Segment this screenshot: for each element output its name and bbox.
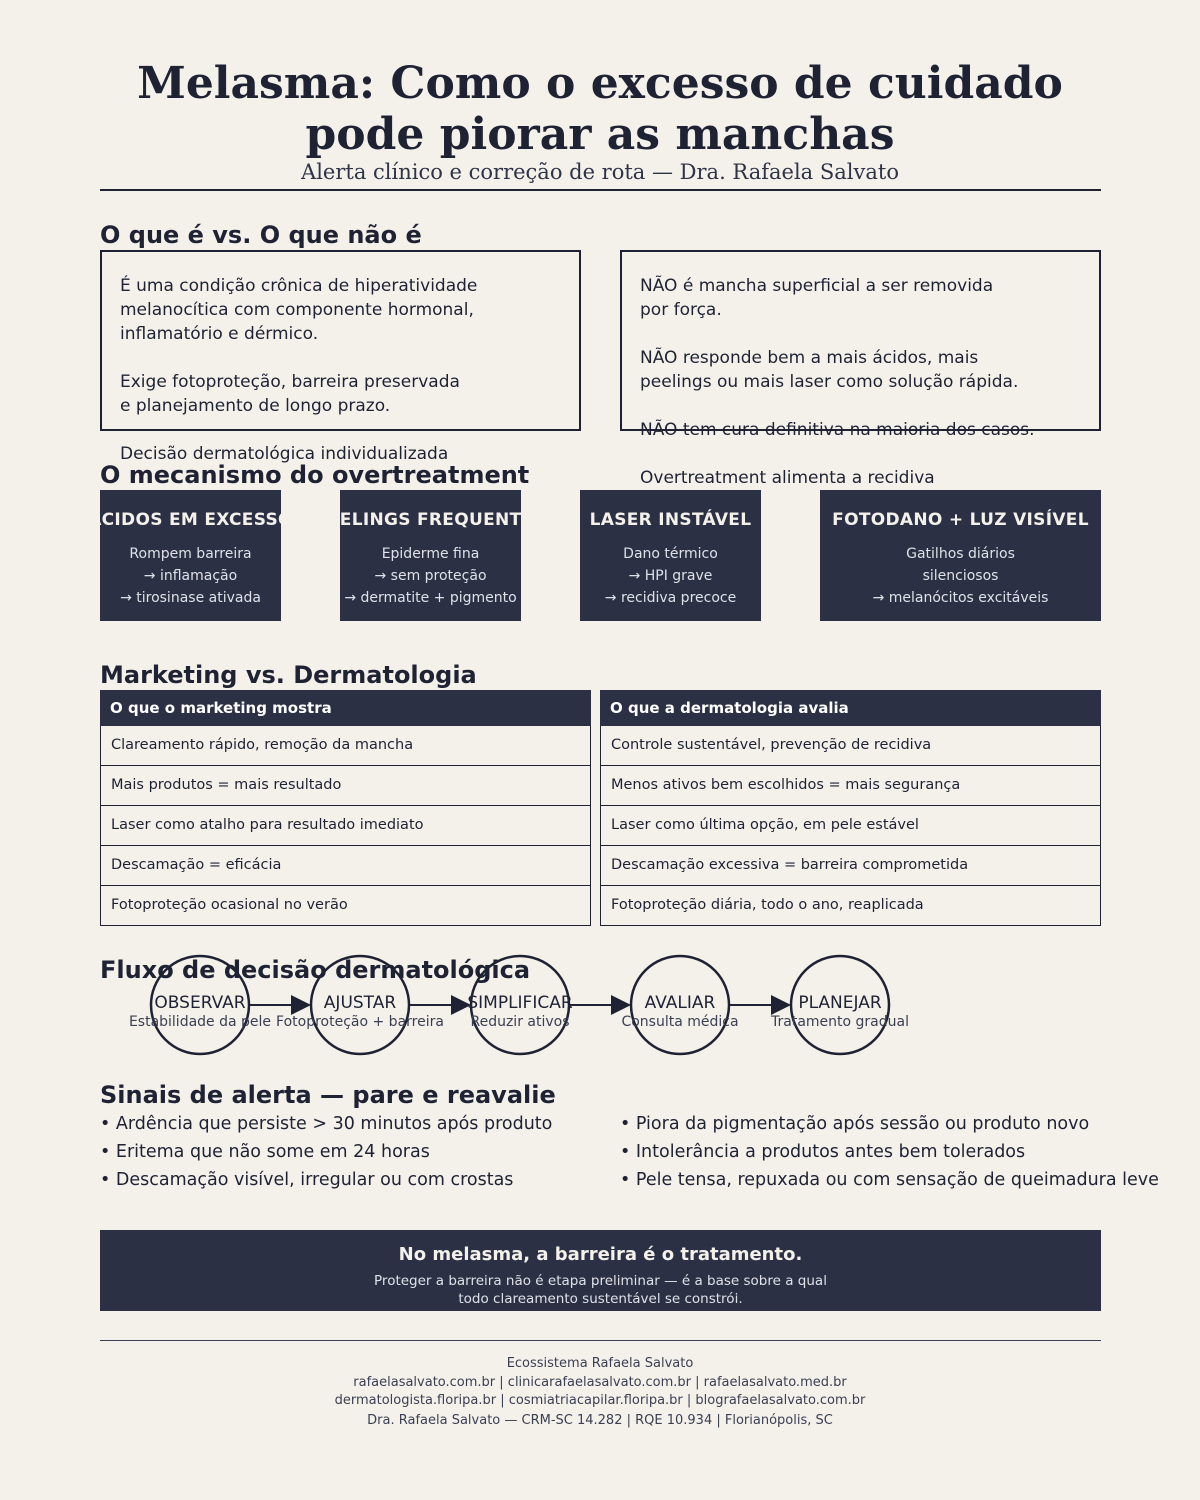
mechanism-card-title: ÁCIDOS EM EXCESSO: [88, 510, 293, 530]
header-divider: [100, 189, 1101, 191]
alert-item: • Pele tensa, repuxada ou com sensação de queimadura leve: [620, 1170, 1159, 1190]
mechanism-card-desc: Dano térmico → HPI grave → recidiva precoce: [604, 546, 737, 606]
mechanism-card-laser: [580, 490, 761, 621]
mechanism-card-desc: Gatilhos diários silenciosos → melanócitos excitáveis: [872, 546, 1049, 606]
what-is-not-text-4: Overtreatment alimenta a recidiva: [640, 468, 935, 488]
mechanism-card-photodamage: [820, 490, 1101, 621]
alert-item: • Eritema que não some em 24 horas: [100, 1142, 430, 1162]
key-message-banner: [100, 1230, 1101, 1311]
dermatology-row: Descamação excessiva = barreira comprometida: [600, 846, 1101, 886]
what-is-text-3: Decisão dermatológica individualizada: [120, 444, 449, 464]
alert-item: • Descamação visível, irregular ou com crostas: [100, 1170, 514, 1190]
flow-step-label: OBSERVAR: [154, 993, 246, 1013]
flow-step-label: AVALIAR: [644, 993, 716, 1013]
marketing-column-header: O que o marketing mostra: [100, 690, 591, 726]
what-is-text-1: É uma condição crônica de hiperatividade melanocítica com componente hormonal, inflamatório e dérmico.: [120, 276, 478, 344]
page-title-line1: Melasma: Como o excesso de cuidado: [137, 58, 1063, 109]
marketing-row: Fotoproteção ocasional no verão: [100, 886, 591, 926]
flow-step-label: SIMPLIFICAR: [467, 993, 573, 1013]
what-is-box: [100, 250, 581, 464]
footer-links-2: dermatologista.floripa.br | cosmiatriacapilar.floripa.br | blografaelasalvato.com.br: [334, 1393, 866, 1408]
marketing-column: [100, 690, 591, 926]
dermatology-row: Fotoproteção diária, todo o ano, reaplicada: [600, 886, 1101, 926]
flow-step-label: AJUSTAR: [323, 993, 397, 1013]
footer-brand: Ecossistema Rafaela Salvato: [506, 1356, 694, 1371]
banner-desc: Proteger a barreira não é etapa preliminar — é a base sobre a qual todo clareamento sustentável se constrói.: [374, 1273, 827, 1307]
section-heading-flow: Fluxo de decisão dermatológica: [100, 956, 531, 984]
alert-item: • Intolerância a produtos antes bem tolerados: [620, 1142, 1026, 1162]
marketing-row: Mais produtos = mais resultado: [100, 766, 591, 806]
dermatology-row: Menos ativos bem escolhidos = mais segurança: [600, 766, 1101, 806]
section-heading-mechanism: O mecanismo do overtreatment: [100, 461, 530, 489]
flow-step-sub: Tratamento gradual: [771, 1014, 909, 1030]
what-is-not-text-2: NÃO responde bem a mais ácidos, mais peelings ou mais laser como solução rápida.: [640, 348, 1019, 392]
flow-step-label: PLANEJAR: [798, 993, 882, 1013]
what-is-not-box: [620, 250, 1101, 488]
dermatology-column-header: O que a dermatologia avalia: [600, 690, 1101, 726]
footer-divider: [100, 1340, 1101, 1341]
dermatology-row: Controle sustentável, prevenção de recidiva: [600, 726, 1101, 766]
alert-item: • Ardência que persiste > 30 minutos após produto: [100, 1114, 553, 1134]
mechanism-card-peelings: [315, 490, 546, 621]
flow-step-sub: Estabilidade da pele: [128, 1014, 272, 1030]
alert-item: • Piora da pigmentação após sessão ou produto novo: [620, 1114, 1090, 1134]
flow-step-sub: Reduzir ativos: [470, 1014, 570, 1030]
mechanism-card-title: FOTODANO + LUZ VISÍVEL: [832, 510, 1089, 530]
mechanism-card-acids: [88, 490, 293, 621]
flow-step-sub: Consulta médica: [621, 1014, 739, 1030]
marketing-row: Clareamento rápido, remoção da mancha: [100, 726, 591, 766]
footer-credentials: Dra. Rafaela Salvato — CRM-SC 14.282 | RQE 10.934 | Florianópolis, SC: [367, 1413, 833, 1428]
dermatology-row: Laser como última opção, em pele estável: [600, 806, 1101, 846]
mechanism-card-desc: Epiderme fina → sem proteção → dermatite + pigmento: [344, 546, 517, 606]
section-heading-alerts: Sinais de alerta — pare e reavalie: [100, 1081, 556, 1109]
section-heading-what-is: O que é vs. O que não é: [100, 221, 422, 249]
marketing-row: Laser como atalho para resultado imediato: [100, 806, 591, 846]
page-title-line2: pode piorar as manchas: [305, 109, 895, 160]
what-is-not-text-3: NÃO tem cura definitiva na maioria dos casos.: [640, 420, 1035, 440]
section-heading-comparison: Marketing vs. Dermatologia: [100, 661, 477, 689]
dermatology-column: [600, 690, 1101, 926]
flow-step-sub: Fotoproteção + barreira: [276, 1014, 444, 1030]
what-is-text-2: Exige fotoproteção, barreira preservada e planejamento de longo prazo.: [120, 372, 460, 416]
mechanism-card-title: LASER INSTÁVEL: [589, 510, 752, 530]
page-title: [0, 58, 1200, 160]
page-subtitle: Alerta clínico e correção de rota — Dra. Rafaela Salvato: [301, 160, 899, 184]
marketing-row: Descamação = eficácia: [100, 846, 591, 886]
mechanism-card-desc: Rompem barreira → inflamação → tirosinase ativada: [120, 546, 261, 606]
what-is-not-text-1: NÃO é mancha superficial a ser removida por força.: [640, 276, 994, 320]
banner-title: No melasma, a barreira é o tratamento.: [398, 1244, 803, 1265]
mechanism-card-title: PEELINGS FREQUENTES: [315, 510, 546, 530]
footer-links-1: rafaelasalvato.com.br | clinicarafaelasalvato.com.br | rafaelasalvato.med.br: [353, 1375, 847, 1390]
